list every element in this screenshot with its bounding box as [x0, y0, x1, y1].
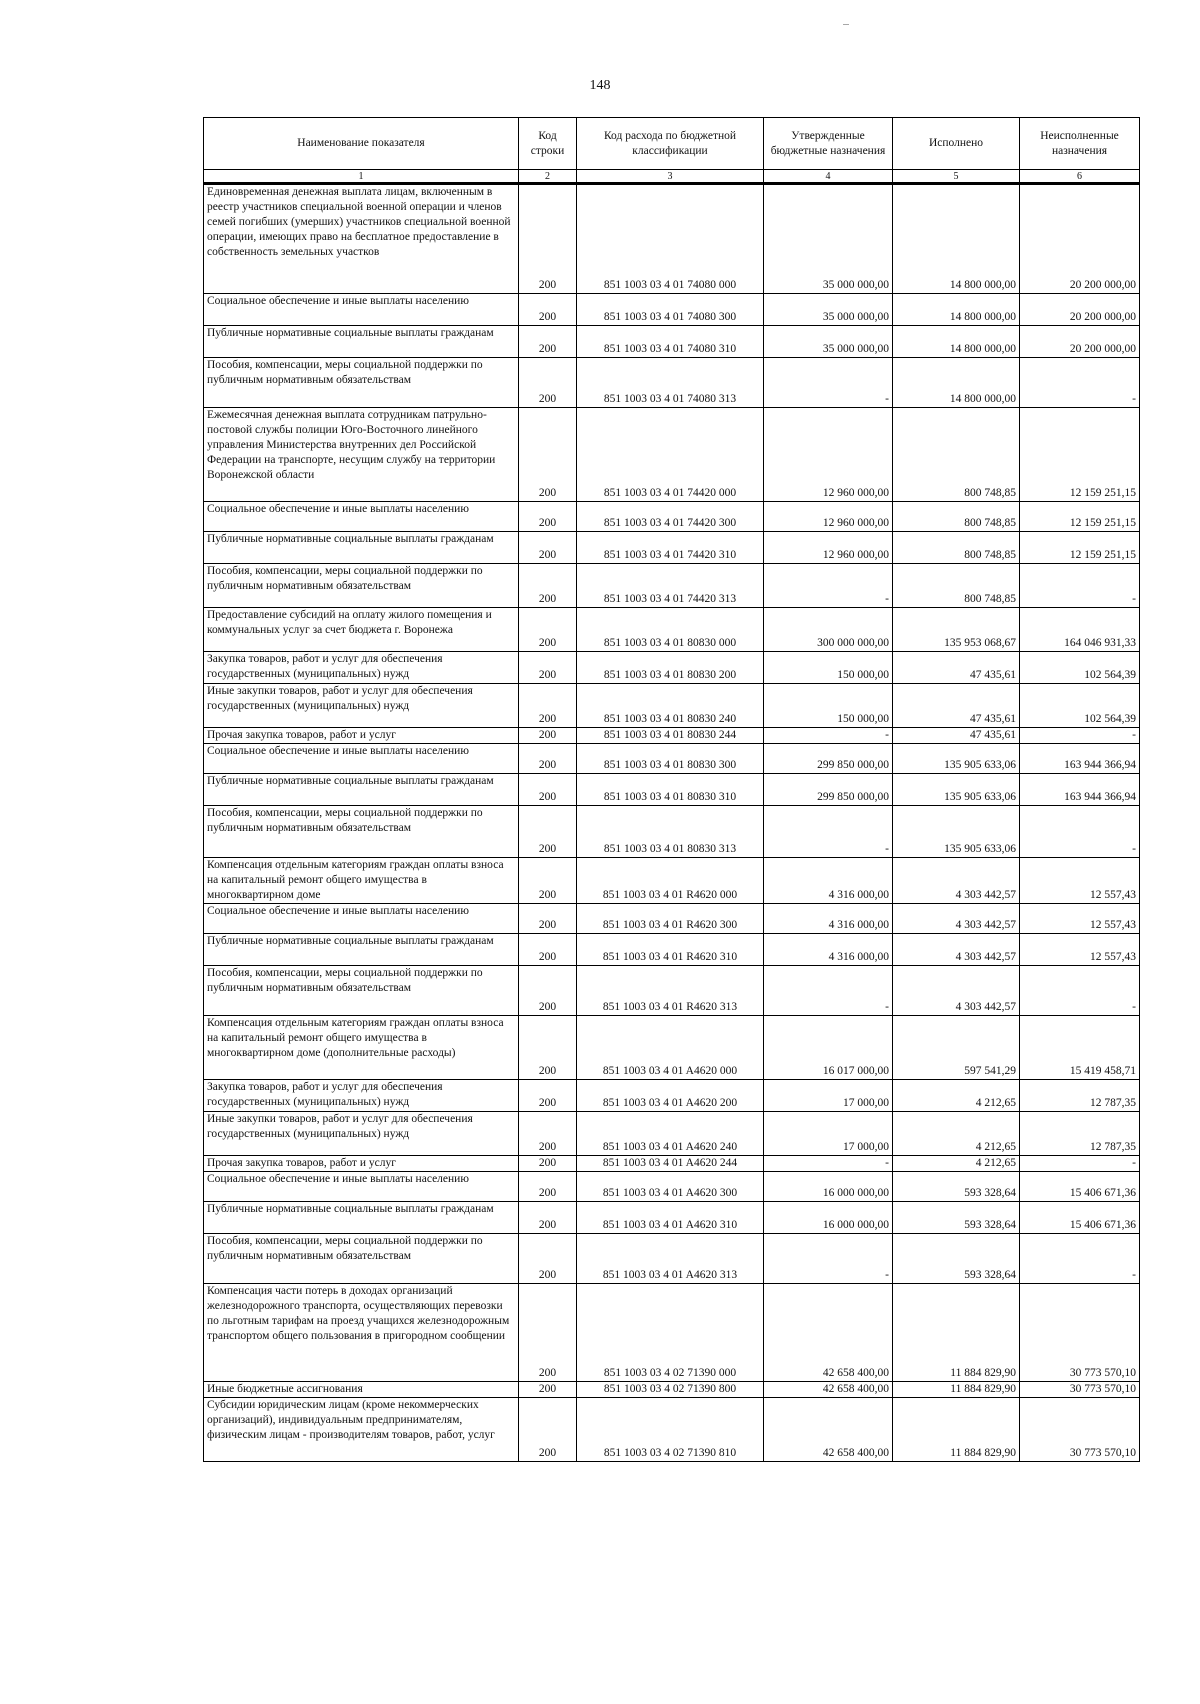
table-row: [204, 1382, 1140, 1398]
indicator-name-cell: Публичные нормативные социальные выплаты гражданам: [204, 326, 519, 358]
approved-amount-cell: 150 000,00: [764, 684, 893, 728]
unexecuted-amount-cell: 20 200 000,00: [1020, 294, 1140, 326]
indicator-name-cell: Пособия, компенсации, меры социальной поддержки по публичным нормативным обязательствам: [204, 358, 519, 408]
approved-amount-cell: -: [764, 1156, 893, 1172]
indicator-name-cell: Ежемесячная денежная выплата сотрудникам патрульно-постовой службы полиции Юго-Восточного линейного управления Министерства внутренних дел Российской Федерации на транспорте, несущим службу на территории Воронежской области: [204, 408, 519, 502]
executed-amount-cell: 800 748,85: [893, 408, 1020, 502]
expense-code-cell: 851 1003 03 4 01 80830 000: [577, 608, 764, 652]
page-number: 148: [589, 78, 611, 93]
row-code-cell: 200: [519, 1234, 577, 1284]
approved-amount-cell: 4 316 000,00: [764, 934, 893, 966]
expense-code-cell: 851 1003 03 4 01 74080 000: [577, 184, 764, 294]
row-code-cell: 200: [519, 1016, 577, 1080]
indicator-name-cell: Социальное обеспечение и иные выплаты населению: [204, 502, 519, 532]
row-code-cell: 200: [519, 1156, 577, 1172]
unexecuted-amount-cell: 20 200 000,00: [1020, 184, 1140, 294]
column-number: 1: [204, 170, 519, 184]
unexecuted-amount-cell: -: [1020, 966, 1140, 1016]
approved-amount-cell: -: [764, 564, 893, 608]
approved-amount-cell: 12 960 000,00: [764, 408, 893, 502]
expense-code-cell: 851 1003 03 4 01 A4620 000: [577, 1016, 764, 1080]
expense-code-cell: 851 1003 03 4 01 74420 313: [577, 564, 764, 608]
expense-code-cell: 851 1003 03 4 01 80830 240: [577, 684, 764, 728]
row-code-cell: 200: [519, 966, 577, 1016]
indicator-name-cell: Публичные нормативные социальные выплаты гражданам: [204, 1202, 519, 1234]
approved-amount-cell: 16 000 000,00: [764, 1202, 893, 1234]
table-row: [204, 184, 1140, 294]
approved-amount-cell: 12 960 000,00: [764, 502, 893, 532]
expense-code-cell: 851 1003 03 4 01 R4620 300: [577, 904, 764, 934]
table-row: [204, 1112, 1140, 1156]
table-row: [204, 858, 1140, 904]
expense-code-cell: 851 1003 03 4 02 71390 800: [577, 1382, 764, 1398]
indicator-name-cell: Компенсация отдельным категориям граждан оплаты взноса на капитальный ремонт общего имущества в многоквартирном доме: [204, 858, 519, 904]
approved-amount-cell: 299 850 000,00: [764, 774, 893, 806]
unexecuted-amount-cell: 30 773 570,10: [1020, 1398, 1140, 1462]
table-row: [204, 502, 1140, 532]
table-row: [204, 774, 1140, 806]
header-expense-code: Код расхода по бюджетной классификации: [577, 118, 764, 170]
approved-amount-cell: 4 316 000,00: [764, 858, 893, 904]
expense-code-cell: 851 1003 03 4 01 74080 313: [577, 358, 764, 408]
expense-code-cell: 851 1003 03 4 01 74420 310: [577, 532, 764, 564]
indicator-name-cell: Публичные нормативные социальные выплаты гражданам: [204, 934, 519, 966]
unexecuted-amount-cell: 102 564,39: [1020, 684, 1140, 728]
row-code-cell: 200: [519, 564, 577, 608]
approved-amount-cell: 299 850 000,00: [764, 744, 893, 774]
expense-code-cell: 851 1003 03 4 01 A4620 310: [577, 1202, 764, 1234]
expense-code-cell: 851 1003 03 4 01 80830 313: [577, 806, 764, 858]
unexecuted-amount-cell: -: [1020, 1156, 1140, 1172]
executed-amount-cell: 4 212,65: [893, 1112, 1020, 1156]
indicator-name-cell: Единовременная денежная выплата лицам, включенным в реестр участников специальной военной операции и членов семей погибших (умерших) участников специальной военной операции, имеющих право на бесплатное предоставление в собственность земельных участков: [204, 184, 519, 294]
table-row: [204, 1080, 1140, 1112]
row-code-cell: 200: [519, 684, 577, 728]
table-row: [204, 1172, 1140, 1202]
executed-amount-cell: 47 435,61: [893, 652, 1020, 684]
row-code-cell: 200: [519, 1112, 577, 1156]
header-executed: Исполнено: [893, 118, 1020, 170]
expense-code-cell: 851 1003 03 4 01 74420 300: [577, 502, 764, 532]
header-approved: Утвержденные бюджетные назначения: [764, 118, 893, 170]
unexecuted-amount-cell: 102 564,39: [1020, 652, 1140, 684]
row-code-cell: 200: [519, 294, 577, 326]
row-code-cell: 200: [519, 532, 577, 564]
unexecuted-amount-cell: 12 159 251,15: [1020, 408, 1140, 502]
budget-execution-table: [203, 117, 1140, 1462]
executed-amount-cell: 4 303 442,57: [893, 934, 1020, 966]
approved-amount-cell: -: [764, 358, 893, 408]
row-code-cell: 200: [519, 1398, 577, 1462]
unexecuted-amount-cell: 163 944 366,94: [1020, 744, 1140, 774]
executed-amount-cell: 593 328,64: [893, 1202, 1020, 1234]
executed-amount-cell: 4 212,65: [893, 1080, 1020, 1112]
row-code-cell: 200: [519, 358, 577, 408]
table-row: [204, 1234, 1140, 1284]
table-row: [204, 904, 1140, 934]
executed-amount-cell: 11 884 829,90: [893, 1284, 1020, 1382]
row-code-cell: 200: [519, 904, 577, 934]
table-row: [204, 1156, 1140, 1172]
indicator-name-cell: Пособия, компенсации, меры социальной поддержки по публичным нормативным обязательствам: [204, 564, 519, 608]
executed-amount-cell: 11 884 829,90: [893, 1398, 1020, 1462]
executed-amount-cell: 47 435,61: [893, 684, 1020, 728]
expense-code-cell: 851 1003 03 4 01 74420 000: [577, 408, 764, 502]
unexecuted-amount-cell: 20 200 000,00: [1020, 326, 1140, 358]
row-code-cell: 200: [519, 728, 577, 744]
approved-amount-cell: 16 017 000,00: [764, 1016, 893, 1080]
expense-code-cell: 851 1003 03 4 01 74080 310: [577, 326, 764, 358]
indicator-name-cell: Иные закупки товаров, работ и услуг для обеспечения государственных (муниципальных) нужд: [204, 1112, 519, 1156]
row-code-cell: 200: [519, 1202, 577, 1234]
indicator-name-cell: Социальное обеспечение и иные выплаты населению: [204, 904, 519, 934]
row-code-cell: 200: [519, 934, 577, 966]
executed-amount-cell: 4 303 442,57: [893, 904, 1020, 934]
table-row: [204, 744, 1140, 774]
indicator-name-cell: Социальное обеспечение и иные выплаты населению: [204, 294, 519, 326]
approved-amount-cell: 17 000,00: [764, 1080, 893, 1112]
expense-code-cell: 851 1003 03 4 01 R4620 310: [577, 934, 764, 966]
column-number-row: [204, 170, 1140, 184]
scan-artifact-mark: ...: [843, 18, 849, 27]
indicator-name-cell: Социальное обеспечение и иные выплаты населению: [204, 1172, 519, 1202]
indicator-name-cell: Пособия, компенсации, меры социальной поддержки по публичным нормативным обязательствам: [204, 1234, 519, 1284]
approved-amount-cell: 12 960 000,00: [764, 532, 893, 564]
row-code-cell: 200: [519, 326, 577, 358]
table-row: [204, 608, 1140, 652]
table-row: [204, 532, 1140, 564]
approved-amount-cell: 150 000,00: [764, 652, 893, 684]
approved-amount-cell: -: [764, 806, 893, 858]
expense-code-cell: 851 1003 03 4 01 R4620 000: [577, 858, 764, 904]
indicator-name-cell: Компенсация части потерь в доходах организаций железнодорожного транспорта, осуществляющих перевозки по льготным тарифам на проезд учащихся железнодорожным транспортом общего пользования в пригородном сообщении: [204, 1284, 519, 1382]
expense-code-cell: 851 1003 03 4 01 80830 310: [577, 774, 764, 806]
expense-code-cell: 851 1003 03 4 01 A4620 200: [577, 1080, 764, 1112]
unexecuted-amount-cell: 30 773 570,10: [1020, 1382, 1140, 1398]
indicator-name-cell: Иные бюджетные ассигнования: [204, 1382, 519, 1398]
approved-amount-cell: 42 658 400,00: [764, 1284, 893, 1382]
unexecuted-amount-cell: -: [1020, 358, 1140, 408]
approved-amount-cell: 300 000 000,00: [764, 608, 893, 652]
approved-amount-cell: -: [764, 1234, 893, 1284]
executed-amount-cell: 800 748,85: [893, 532, 1020, 564]
row-code-cell: 200: [519, 1172, 577, 1202]
table-row: [204, 294, 1140, 326]
table-row: [204, 1398, 1140, 1462]
indicator-name-cell: Социальное обеспечение и иные выплаты населению: [204, 744, 519, 774]
unexecuted-amount-cell: 15 406 671,36: [1020, 1172, 1140, 1202]
indicator-name-cell: Прочая закупка товаров, работ и услуг: [204, 728, 519, 744]
table-row: [204, 326, 1140, 358]
unexecuted-amount-cell: 30 773 570,10: [1020, 1284, 1140, 1382]
table-header-row: [204, 118, 1140, 170]
expense-code-cell: 851 1003 03 4 01 A4620 313: [577, 1234, 764, 1284]
unexecuted-amount-cell: 12 557,43: [1020, 934, 1140, 966]
expense-code-cell: 851 1003 03 4 01 80830 200: [577, 652, 764, 684]
approved-amount-cell: 35 000 000,00: [764, 184, 893, 294]
unexecuted-amount-cell: 163 944 366,94: [1020, 774, 1140, 806]
executed-amount-cell: 800 748,85: [893, 502, 1020, 532]
row-code-cell: 200: [519, 858, 577, 904]
expense-code-cell: 851 1003 03 4 01 A4620 240: [577, 1112, 764, 1156]
row-code-cell: 200: [519, 806, 577, 858]
row-code-cell: 200: [519, 1382, 577, 1398]
executed-amount-cell: 4 303 442,57: [893, 966, 1020, 1016]
executed-amount-cell: 4 303 442,57: [893, 858, 1020, 904]
row-code-cell: 200: [519, 502, 577, 532]
row-code-cell: 200: [519, 652, 577, 684]
executed-amount-cell: 14 800 000,00: [893, 294, 1020, 326]
table-row: [204, 728, 1140, 744]
unexecuted-amount-cell: -: [1020, 728, 1140, 744]
indicator-name-cell: Иные закупки товаров, работ и услуг для обеспечения государственных (муниципальных) нужд: [204, 684, 519, 728]
expense-code-cell: 851 1003 03 4 01 74080 300: [577, 294, 764, 326]
row-code-cell: 200: [519, 1080, 577, 1112]
table-body: [204, 184, 1140, 1462]
table-row: [204, 806, 1140, 858]
row-code-cell: 200: [519, 744, 577, 774]
executed-amount-cell: 14 800 000,00: [893, 358, 1020, 408]
approved-amount-cell: -: [764, 966, 893, 1016]
row-code-cell: 200: [519, 1284, 577, 1382]
approved-amount-cell: 17 000,00: [764, 1112, 893, 1156]
header-indicator-name: Наименование показателя: [204, 118, 519, 170]
approved-amount-cell: -: [764, 728, 893, 744]
executed-amount-cell: 593 328,64: [893, 1234, 1020, 1284]
indicator-name-cell: Субсидии юридическим лицам (кроме некоммерческих организаций), индивидуальным предпринимателям, физическим лицам - производителям товаров, работ, услуг: [204, 1398, 519, 1462]
expense-code-cell: 851 1003 03 4 01 R4620 313: [577, 966, 764, 1016]
executed-amount-cell: 135 905 633,06: [893, 806, 1020, 858]
table-row: [204, 358, 1140, 408]
executed-amount-cell: 593 328,64: [893, 1172, 1020, 1202]
executed-amount-cell: 11 884 829,90: [893, 1382, 1020, 1398]
expense-code-cell: 851 1003 03 4 01 80830 244: [577, 728, 764, 744]
column-number: 4: [764, 170, 893, 184]
unexecuted-amount-cell: 12 159 251,15: [1020, 502, 1140, 532]
unexecuted-amount-cell: 12 557,43: [1020, 904, 1140, 934]
approved-amount-cell: 35 000 000,00: [764, 294, 893, 326]
unexecuted-amount-cell: -: [1020, 806, 1140, 858]
expense-code-cell: 851 1003 03 4 02 71390 810: [577, 1398, 764, 1462]
table-row: [204, 1284, 1140, 1382]
executed-amount-cell: 14 800 000,00: [893, 326, 1020, 358]
indicator-name-cell: Предоставление субсидий на оплату жилого помещения и коммунальных услуг за счет бюджета г. Воронежа: [204, 608, 519, 652]
table-row: [204, 684, 1140, 728]
executed-amount-cell: 47 435,61: [893, 728, 1020, 744]
unexecuted-amount-cell: 15 406 671,36: [1020, 1202, 1140, 1234]
executed-amount-cell: 597 541,29: [893, 1016, 1020, 1080]
approved-amount-cell: 35 000 000,00: [764, 326, 893, 358]
table-row: [204, 966, 1140, 1016]
indicator-name-cell: Пособия, компенсации, меры социальной поддержки по публичным нормативным обязательствам: [204, 806, 519, 858]
expense-code-cell: 851 1003 03 4 02 71390 000: [577, 1284, 764, 1382]
column-number: 6: [1020, 170, 1140, 184]
approved-amount-cell: 42 658 400,00: [764, 1382, 893, 1398]
expense-code-cell: 851 1003 03 4 01 80830 300: [577, 744, 764, 774]
header-unexecuted: Неисполненные назначения: [1020, 118, 1140, 170]
executed-amount-cell: 4 212,65: [893, 1156, 1020, 1172]
column-number: 2: [519, 170, 577, 184]
indicator-name-cell: Пособия, компенсации, меры социальной поддержки по публичным нормативным обязательствам: [204, 966, 519, 1016]
expense-code-cell: 851 1003 03 4 01 A4620 300: [577, 1172, 764, 1202]
unexecuted-amount-cell: 12 557,43: [1020, 858, 1140, 904]
table-row: [204, 564, 1140, 608]
indicator-name-cell: Закупка товаров, работ и услуг для обеспечения государственных (муниципальных) нужд: [204, 652, 519, 684]
unexecuted-amount-cell: 12 159 251,15: [1020, 532, 1140, 564]
unexecuted-amount-cell: 12 787,35: [1020, 1112, 1140, 1156]
row-code-cell: 200: [519, 184, 577, 294]
executed-amount-cell: 800 748,85: [893, 564, 1020, 608]
header-row-code: Код строки: [519, 118, 577, 170]
row-code-cell: 200: [519, 608, 577, 652]
executed-amount-cell: 14 800 000,00: [893, 184, 1020, 294]
executed-amount-cell: 135 905 633,06: [893, 774, 1020, 806]
executed-amount-cell: 135 953 068,67: [893, 608, 1020, 652]
unexecuted-amount-cell: 15 419 458,71: [1020, 1016, 1140, 1080]
row-code-cell: 200: [519, 774, 577, 806]
indicator-name-cell: Публичные нормативные социальные выплаты гражданам: [204, 532, 519, 564]
unexecuted-amount-cell: -: [1020, 1234, 1140, 1284]
table-row: [204, 1202, 1140, 1234]
indicator-name-cell: Компенсация отдельным категориям граждан оплаты взноса на капитальный ремонт общего имущества в многоквартирном доме (дополнительные расходы): [204, 1016, 519, 1080]
column-number: 3: [577, 170, 764, 184]
unexecuted-amount-cell: 12 787,35: [1020, 1080, 1140, 1112]
unexecuted-amount-cell: 164 046 931,33: [1020, 608, 1140, 652]
table-row: [204, 1016, 1140, 1080]
approved-amount-cell: 16 000 000,00: [764, 1172, 893, 1202]
indicator-name-cell: Закупка товаров, работ и услуг для обеспечения государственных (муниципальных) нужд: [204, 1080, 519, 1112]
row-code-cell: 200: [519, 408, 577, 502]
approved-amount-cell: 42 658 400,00: [764, 1398, 893, 1462]
table-row: [204, 934, 1140, 966]
indicator-name-cell: Прочая закупка товаров, работ и услуг: [204, 1156, 519, 1172]
column-number: 5: [893, 170, 1020, 184]
approved-amount-cell: 4 316 000,00: [764, 904, 893, 934]
table-row: [204, 408, 1140, 502]
unexecuted-amount-cell: -: [1020, 564, 1140, 608]
table-row: [204, 652, 1140, 684]
executed-amount-cell: 135 905 633,06: [893, 744, 1020, 774]
indicator-name-cell: Публичные нормативные социальные выплаты гражданам: [204, 774, 519, 806]
expense-code-cell: 851 1003 03 4 01 A4620 244: [577, 1156, 764, 1172]
